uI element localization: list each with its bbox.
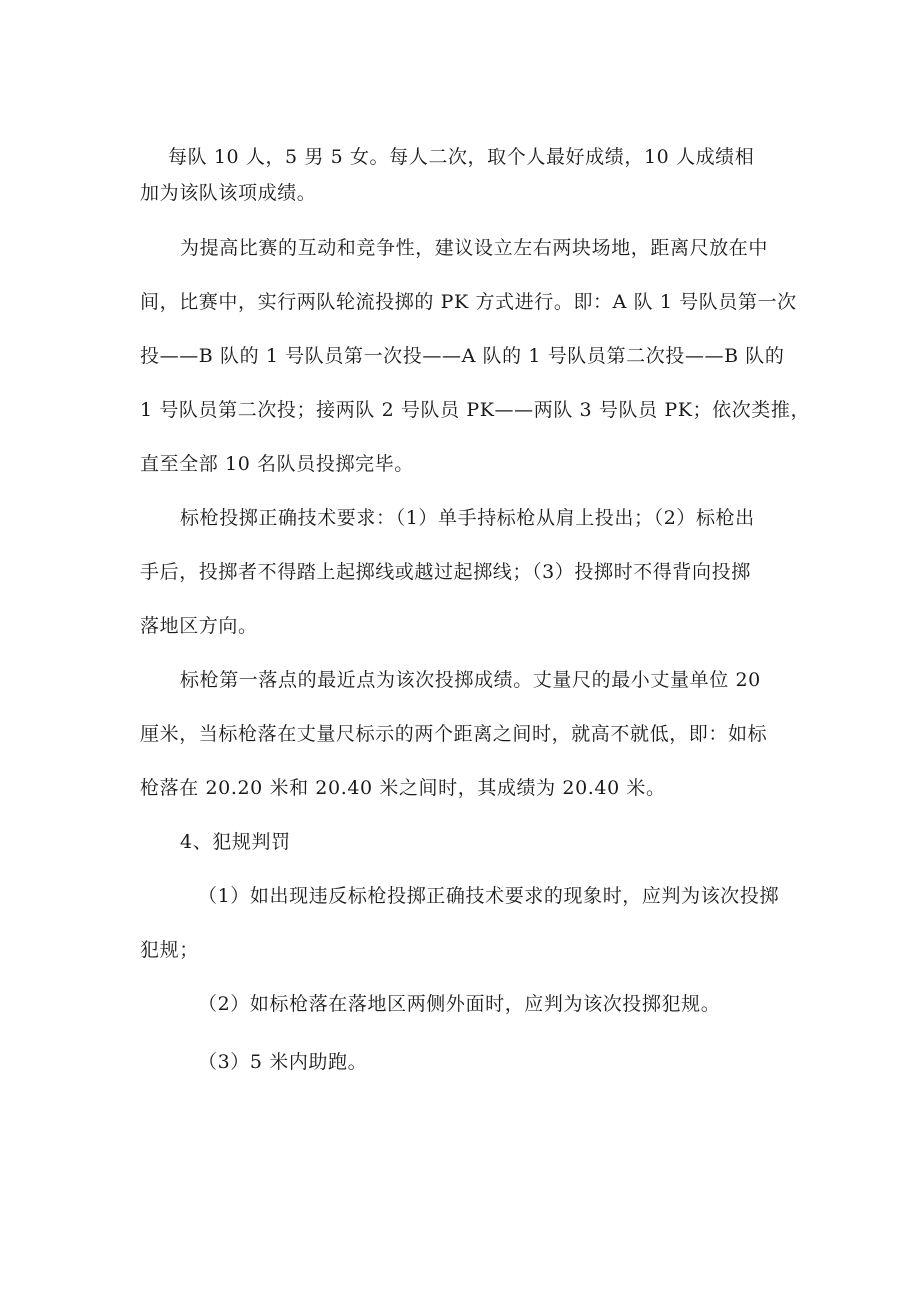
text-line: 厘米，当标枪落在丈量尺标示的两个距离之间时，就高不就低，即：如标 bbox=[140, 723, 768, 745]
text-line: 1 号队员第二次投；接两队 2 号队员 PK——两队 3 号队员 PK；依次类推， bbox=[140, 399, 811, 421]
text-line: 加为该队该项成绩。 bbox=[140, 182, 317, 204]
text-line: 犯规； bbox=[140, 939, 199, 961]
text-line: 为提高比赛的互动和竞争性，建议设立左右两块场地，距离尺放在中 bbox=[180, 237, 769, 259]
text-line: 手后，投掷者不得踏上起掷线或越过起掷线；（3）投掷时不得背向投掷 bbox=[140, 561, 751, 583]
text-line: 标枪投掷正确技术要求：（1）单手持标枪从肩上投出；（2）标枪出 bbox=[180, 507, 755, 529]
text-line: （2）如标枪落在落地区两侧外面时，应判为该次投掷犯规。 bbox=[198, 993, 721, 1015]
text-line: 直至全部 10 名队员投掷完毕。 bbox=[140, 453, 414, 475]
text-line: （1）如出现违反标枪投掷正确技术要求的现象时，应判为该次投掷 bbox=[198, 885, 780, 907]
text-line: 落地区方向。 bbox=[140, 615, 258, 637]
text-line: 每队 10 人，5 男 5 女。每人二次，取个人最好成绩，10 人成绩相 bbox=[168, 146, 755, 168]
text-line: 标枪第一落点的最近点为该次投掷成绩。丈量尺的最小丈量单位 20 bbox=[180, 669, 761, 691]
text-line: 间，比赛中，实行两队轮流投掷的 PK 方式进行。即：A 队 1 号队员第一次 bbox=[140, 291, 797, 313]
section-heading: 4、犯规判罚 bbox=[180, 831, 291, 853]
text-line: （3）5 米内助跑。 bbox=[198, 1051, 368, 1073]
text-line: 枪落在 20.20 米和 20.40 米之间时，其成绩为 20.40 米。 bbox=[140, 777, 666, 799]
text-line: 投——B 队的 1 号队员第一次投——A 队的 1 号队员第二次投——B 队的 bbox=[140, 345, 785, 367]
